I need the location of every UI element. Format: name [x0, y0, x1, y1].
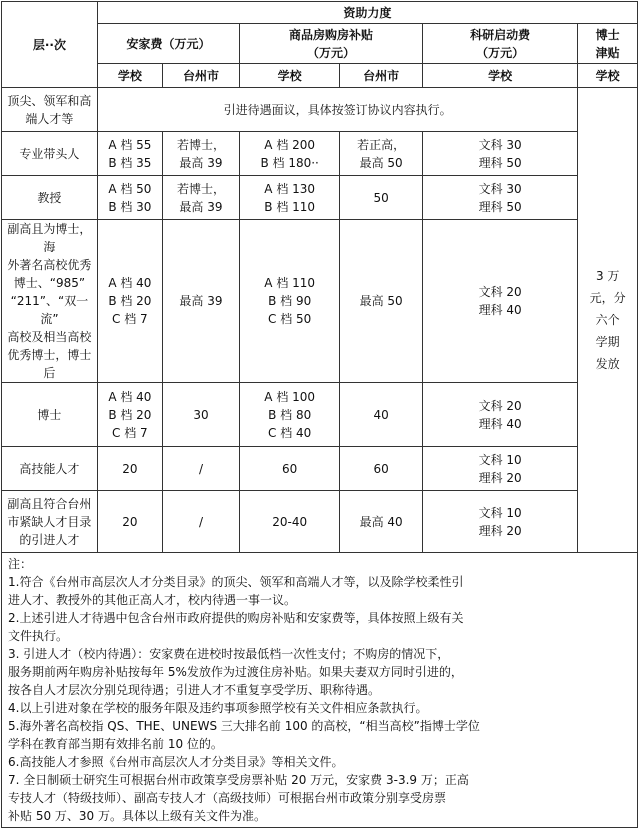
research-cell: 文科 10 理科 20	[422, 447, 577, 491]
row-level: 顶尖、领军和高 端人才等	[2, 88, 98, 132]
row-level: 副高且为博士，海 外著名高校优秀 博士、“985” “211”、“双一流” 高校及相当高校 优秀博士，博士后	[2, 220, 98, 383]
phd-allowance: 3 万 元，分 六个 学期 发放	[578, 88, 638, 553]
research-cell: 文科 30 理科 50	[422, 132, 577, 176]
settle-school-cell: A 档 40 B 档 20 C 档 7	[97, 220, 162, 383]
header-phd	[578, 24, 638, 64]
settle-school-cell: 20	[97, 491, 162, 553]
notes-cell	[2, 553, 638, 828]
note-1: 1.符合《台州市高层次人才分类目录》的顶尖、领军和高端人才等，以及除学校柔性引 进人才、教授外的其他正高人才，校内待遇一事一议。	[8, 575, 464, 607]
header-level: 层··次	[2, 2, 98, 88]
negotiable-note: 引进待遇面议，具体按签订协议内容执行。	[97, 88, 577, 132]
table-row	[2, 132, 638, 176]
header-housing-line2: （万元）	[306, 45, 355, 60]
row-level: 教授	[2, 176, 98, 220]
settle-city-cell: /	[162, 491, 239, 553]
note-7: 7. 全日制硕士研究生可根据台州市政策享受房票补贴 20 万元，安家费 3-3.9 万；正高 专技人才（特级技师）、副高专技人才（高级技师）可根据台州市政策分别享受房票 补贴 50 万、30 万。具体以上级有关文件为准。	[8, 773, 469, 823]
header-research-line1: 科研启动费	[470, 27, 531, 42]
row-level: 专业带头人	[2, 132, 98, 176]
research-cell: 文科 10 理科 20	[422, 491, 577, 553]
house-city-cell: 最高 40	[340, 491, 423, 553]
header-research	[422, 24, 577, 64]
research-cell: 文科 30 理科 50	[422, 176, 577, 220]
settle-school-cell: 20	[97, 447, 162, 491]
header-settle-school: 学校	[97, 64, 162, 88]
house-school-cell: 20-40	[240, 491, 340, 553]
table-row	[2, 176, 638, 220]
settle-city-cell: 30	[162, 383, 239, 447]
table-row	[2, 491, 638, 553]
header-phd-line2: 津贴	[595, 45, 620, 60]
table-row	[2, 447, 638, 491]
note-6: 6.高技能人才参照《台州市高层次人才分类目录》等相关文件。	[8, 755, 344, 769]
house-city-cell: 60	[340, 447, 423, 491]
settle-city-cell: /	[162, 447, 239, 491]
header-research-line2: （万元）	[476, 45, 525, 60]
house-school-cell: 60	[240, 447, 340, 491]
note-4: 4.以上引进对象在学校的服务年限及违约事项参照学校有关文件相应条款执行。	[8, 701, 428, 715]
header-funding: 资助力度	[97, 2, 637, 24]
table-row	[2, 220, 638, 383]
settle-school-cell: A 档 55 B 档 35	[97, 132, 162, 176]
row-level: 副高且符合台州 市紧缺人才目录 的引进人才	[2, 491, 98, 553]
table-row	[2, 383, 638, 447]
header-housing	[240, 24, 423, 64]
house-city-cell: 最高 50	[340, 220, 423, 383]
row-level: 高技能人才	[2, 447, 98, 491]
house-school-cell: A 档 100 B 档 80 C 档 40	[240, 383, 340, 447]
house-city-cell: 若正高， 最高 50	[340, 132, 423, 176]
header-phd-school: 学校	[578, 64, 638, 88]
house-city-cell: 50	[340, 176, 423, 220]
settle-school-cell: A 档 40 B 档 20 C 档 7	[97, 383, 162, 447]
notes-row	[2, 553, 638, 828]
header-house-school: 学校	[240, 64, 340, 88]
house-school-cell: A 档 200 B 档 180··	[240, 132, 340, 176]
header-research-school: 学校	[422, 64, 577, 88]
header-settle: 安家费（万元）	[97, 24, 239, 64]
note-2: 2.上述引进人才待遇中包含台州市政府提供的购房补贴和安家费等，具体按照上级有关 文件执行。	[8, 611, 464, 643]
header-settle-city: 台州市	[162, 64, 239, 88]
settle-city-cell: 若博士， 最高 39	[162, 176, 239, 220]
settle-city-cell: 若博士， 最高 39	[162, 132, 239, 176]
house-city-cell: 40	[340, 383, 423, 447]
header-phd-line1: 博士	[595, 27, 620, 42]
row-level: 博士	[2, 383, 98, 447]
research-cell: 文科 20 理科 40	[422, 220, 577, 383]
header-housing-line1: 商品房购房补贴	[288, 27, 373, 42]
house-school-cell: A 档 130 B 档 110	[240, 176, 340, 220]
settle-school-cell: A 档 50 B 档 30	[97, 176, 162, 220]
settle-city-cell: 最高 39	[162, 220, 239, 383]
table-row	[2, 88, 638, 132]
talent-funding-table	[1, 1, 638, 828]
research-cell: 文科 20 理科 40	[422, 383, 577, 447]
notes-head: 注：	[8, 557, 33, 571]
note-5: 5.海外著名高校指 QS、THE、UNEWS 三大排名前 100 的高校，“相当高校”指博士学位 学科在教育部当期有效排名前 10 位的。	[8, 719, 480, 751]
house-school-cell: A 档 110 B 档 90 C 档 50	[240, 220, 340, 383]
header-house-city: 台州市	[340, 64, 423, 88]
note-3: 3. 引进人才（校内待遇）：安家费在进校时按最低档一次性支付；不购房的情况下， 服务期前两年购房补贴按每年 5%发放作为过渡住房补贴。如果夫妻双方同时引进的， 按各自人才层次分别兑现待遇；引进人才不重复享受学历、职称待遇。	[8, 647, 463, 697]
